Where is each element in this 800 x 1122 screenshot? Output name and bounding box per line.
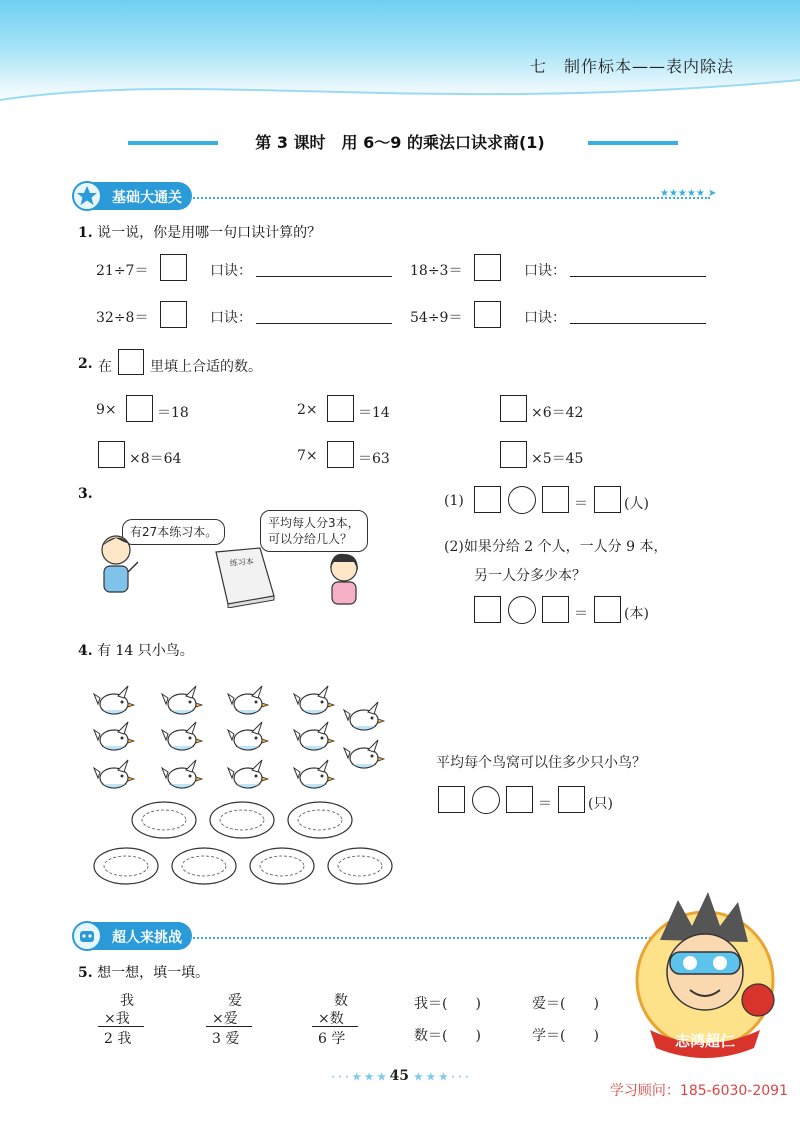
q5-col1-mid: ×我	[104, 1011, 130, 1027]
mascot-superhero-icon	[630, 880, 780, 1060]
nest-icon	[94, 848, 392, 884]
q3-number: 3.	[78, 486, 93, 502]
q1-line-3[interactable]	[256, 323, 392, 324]
mascot-label: 志鸿超仁	[674, 1032, 736, 1050]
q2-box-5[interactable]	[327, 441, 354, 468]
q2-prompt-pre: 在	[98, 359, 112, 375]
q3-p1-box-3[interactable]	[594, 486, 621, 513]
q1-label-4: 口诀：	[524, 310, 566, 326]
q5-answer-3[interactable]: 数＝( )	[414, 1028, 481, 1044]
q4-unit: (只)	[588, 796, 613, 812]
q1-answer-box-1[interactable]	[160, 254, 187, 281]
q3-p1-operator-circle[interactable]	[508, 486, 536, 514]
star-badge-icon	[72, 181, 102, 211]
q2-box-3[interactable]	[500, 395, 527, 422]
q2-right-2: ＝14	[358, 405, 390, 421]
q3-p1-box-2[interactable]	[542, 486, 569, 513]
q1-line-4[interactable]	[570, 323, 706, 324]
page-number: 45	[389, 1068, 410, 1084]
birds-nests-illustration	[88, 676, 408, 896]
q5-col2-bottom: 3 爱	[212, 1031, 240, 1047]
q4-box-2[interactable]	[506, 786, 533, 813]
q4-eq: ＝	[538, 796, 552, 812]
q1-prompt	[78, 222, 321, 242]
q2-sample-box	[118, 349, 144, 375]
q2-right-4: ×8＝64	[129, 451, 182, 467]
stars-left-icon: · · · ★ ★ ★	[331, 1072, 390, 1083]
q5-col2-mid: ×爱	[212, 1011, 238, 1027]
q2-left-5: 7×	[297, 448, 318, 464]
q4-box-1[interactable]	[438, 786, 465, 813]
q3-p1-box-1[interactable]	[474, 486, 501, 513]
q2-right-3: ×6＝42	[531, 405, 584, 421]
q5-col3-mid: ×数	[318, 1011, 344, 1027]
q2-right-1: ＝18	[157, 405, 189, 421]
q5-col1-line	[98, 1026, 144, 1027]
q3-p2-unit: (本)	[624, 606, 649, 622]
boy-illustration-icon	[94, 530, 142, 600]
q4-question: 平均每个鸟窝可以住多少只小鸟？	[436, 755, 646, 771]
q3-part1-label: (1)	[444, 493, 464, 509]
q1-line-2[interactable]	[570, 276, 706, 277]
q5-col1-top: 我	[120, 993, 134, 1009]
exercise-book-icon	[208, 546, 278, 608]
q5-col3-line	[312, 1026, 358, 1027]
q4-prompt: 4. 有 14 只小鸟。	[78, 643, 194, 659]
q2-right-6: ×5＝45	[531, 451, 584, 467]
lesson-title: 第 3 课时 用 6～9 的乘法口诀求商(1)	[255, 133, 545, 152]
q1-label-1: 口诀：	[210, 263, 252, 279]
q5-prompt: 5. 想一想，填一填。	[78, 965, 210, 981]
q5-col1-bottom: 2 我	[104, 1031, 132, 1047]
q3-p2-eq: ＝	[574, 606, 588, 622]
q2-right-5: ＝63	[358, 451, 390, 467]
q2-left-1: 9×	[96, 402, 117, 418]
stars-right-icon: ★ ★ ★ · · ·	[413, 1072, 469, 1083]
q2-box-1[interactable]	[126, 395, 153, 422]
bird-icon	[94, 722, 384, 768]
section-challenge-badge: 超人来挑战	[78, 922, 192, 950]
q3-part2-line2: 另一人分多少本？	[474, 568, 586, 584]
q1-expr-1: 21÷7＝	[96, 263, 149, 279]
q4-box-3[interactable]	[558, 786, 585, 813]
q1-answer-box-4[interactable]	[474, 301, 501, 328]
q3-part2-line1: (2)如果分给 2 个人，一人分 9 本，	[444, 539, 668, 555]
q5-col2-top: 爱	[228, 993, 242, 1009]
bird-icon	[94, 686, 384, 730]
q1-text: 说一说，你是用哪一句口诀计算的？	[97, 225, 322, 241]
chapter-title: 七 制作标本——表内除法	[529, 57, 734, 76]
stars-icon: ★★★★★ ➤	[660, 188, 717, 199]
q1-answer-box-2[interactable]	[474, 254, 501, 281]
q3-p2-operator-circle[interactable]	[508, 596, 536, 624]
q5-answer-2[interactable]: 爱＝( )	[532, 996, 599, 1012]
q1-line-1[interactable]	[256, 276, 392, 277]
q2-number: 2.	[78, 356, 93, 372]
q2-box-4[interactable]	[98, 441, 125, 468]
section-basic-dotline	[190, 197, 710, 199]
section-basic-badge: 基础大通关	[78, 182, 192, 210]
q5-col3-top: 数	[334, 993, 348, 1009]
q5-answer-1[interactable]: 我＝( )	[414, 996, 481, 1012]
q3-p1-unit: (人)	[624, 496, 649, 512]
q3-p2-box-1[interactable]	[474, 596, 501, 623]
advisor-contact: 学习顾问：185-6030-2091	[609, 1083, 788, 1099]
q1-number: 1.	[78, 225, 93, 241]
q2-box-6[interactable]	[500, 441, 527, 468]
q5-answer-4[interactable]: 学＝( )	[532, 1028, 599, 1044]
girl-illustration-icon	[320, 550, 368, 608]
q1-expr-2: 18÷3＝	[410, 263, 463, 279]
q2-box-2[interactable]	[327, 395, 354, 422]
q1-label-3: 口诀：	[210, 310, 252, 326]
q3-bubble-right: 平均每人分3本， 可以分给几人？	[260, 510, 368, 552]
q5-col3-bottom: 6 学	[318, 1031, 346, 1047]
q3-p1-eq: ＝	[574, 496, 588, 512]
bird-icon	[94, 760, 334, 788]
q3-p2-box-2[interactable]	[542, 596, 569, 623]
q1-label-2: 口诀：	[524, 263, 566, 279]
q3-p2-box-3[interactable]	[594, 596, 621, 623]
q5-col2-line	[206, 1026, 252, 1027]
q3-bubble-left: 有27本练习本。	[122, 519, 225, 545]
q2-prompt-post: 里填上合适的数。	[150, 359, 262, 375]
book-label: 练习本	[229, 556, 255, 568]
q1-answer-box-3[interactable]	[160, 301, 187, 328]
q2-left-2: 2×	[297, 402, 318, 418]
robot-badge-icon	[72, 921, 102, 951]
q1-expr-3: 32÷8＝	[96, 310, 149, 326]
nest-icon	[132, 802, 352, 838]
q1-expr-4: 54÷9＝	[410, 310, 463, 326]
q4-operator-circle[interactable]	[472, 786, 500, 814]
